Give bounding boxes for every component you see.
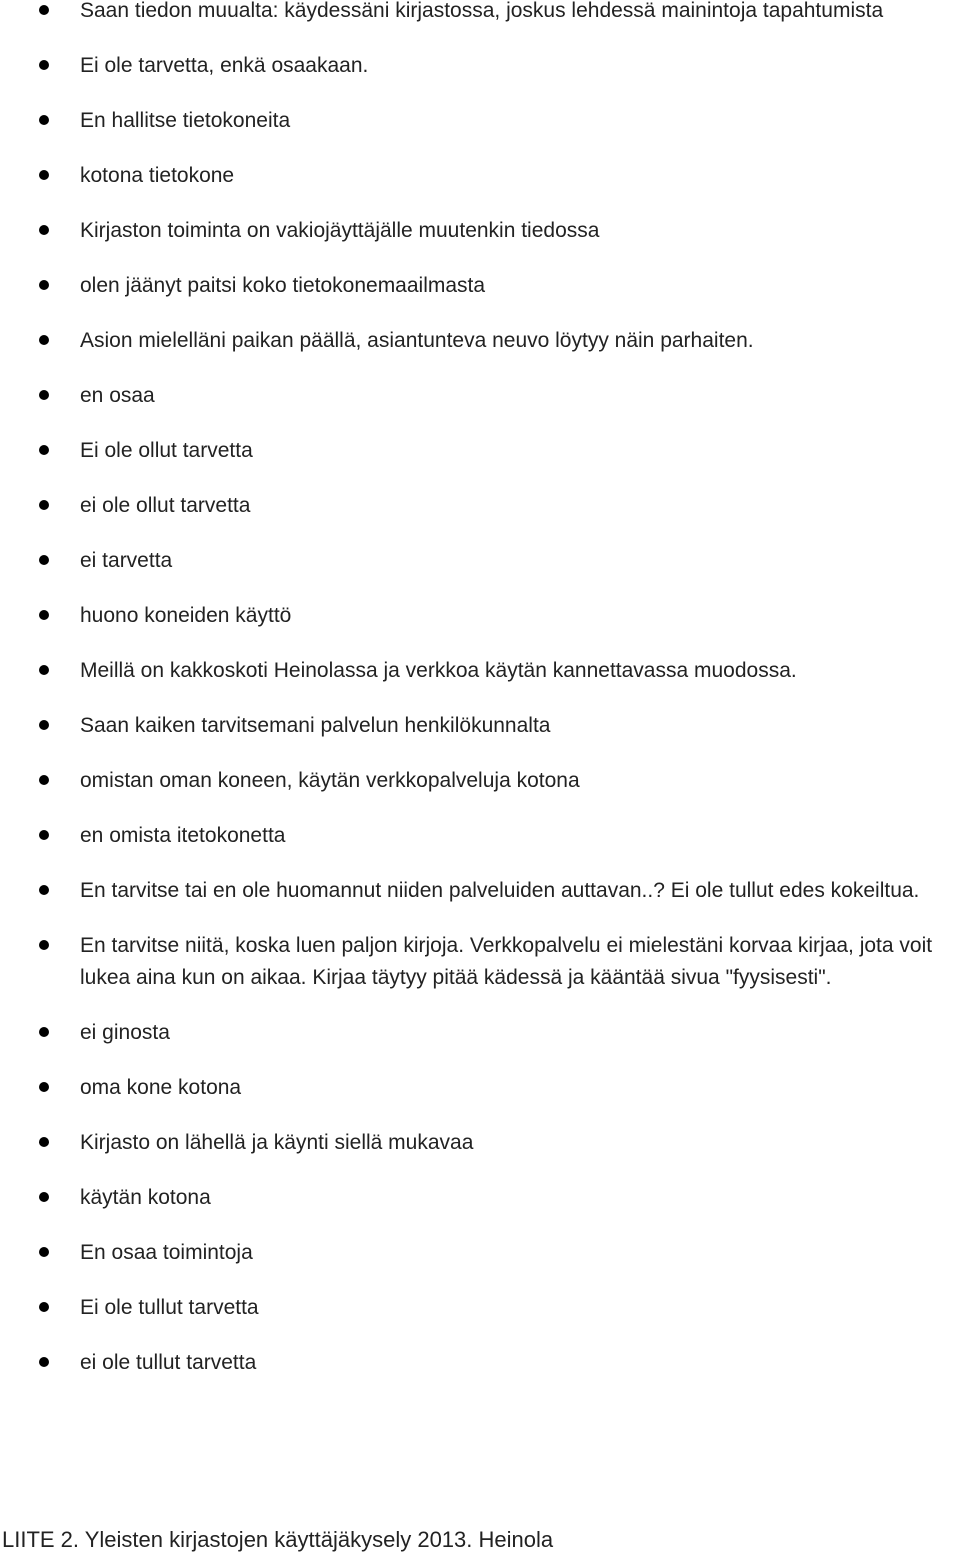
bullet-icon bbox=[39, 115, 49, 125]
list-item-text: käytän kotona bbox=[80, 1185, 211, 1209]
bullet-icon bbox=[39, 5, 49, 15]
list-item-text: Ei ole tarvetta, enkä osaakaan. bbox=[80, 54, 369, 77]
list-item-text: Saan tiedon muualta: käydessäni kirjastossa, joskus lehdessä mainintoja tapahtumista bbox=[80, 0, 884, 22]
list-item-text: En osaa toimintoja bbox=[80, 1240, 253, 1264]
list-item-text: ei ole ollut tarvetta bbox=[80, 494, 251, 517]
bullet-icon bbox=[39, 280, 49, 290]
list-item bbox=[0, 1127, 960, 1159]
list-item bbox=[0, 1292, 960, 1324]
list-item bbox=[0, 1347, 960, 1379]
bullet-icon bbox=[39, 885, 49, 895]
list-item bbox=[0, 1182, 960, 1214]
list-item-text: Saan kaiken tarvitsemani palvelun henkilökunnalta bbox=[80, 714, 551, 737]
list-item bbox=[0, 0, 960, 27]
bullet-icon bbox=[39, 940, 49, 950]
list-item-text: oma kone kotona bbox=[80, 1075, 242, 1099]
list-item bbox=[0, 160, 960, 192]
bullet-icon bbox=[39, 830, 49, 840]
bullet-icon bbox=[39, 500, 49, 510]
list-item bbox=[0, 435, 960, 467]
list-item bbox=[0, 655, 960, 687]
list-item bbox=[0, 325, 960, 357]
bullet-icon bbox=[39, 335, 49, 345]
list-item bbox=[0, 600, 960, 632]
bullet-icon bbox=[39, 1137, 49, 1147]
bullet-icon bbox=[39, 1192, 49, 1202]
list-item bbox=[0, 270, 960, 302]
list-item-text: huono koneiden käyttö bbox=[80, 604, 292, 627]
bullet-icon bbox=[39, 1082, 49, 1092]
bullet-icon bbox=[39, 1247, 49, 1257]
list-item-text: en omista itetokonetta bbox=[80, 824, 286, 847]
bullet-icon bbox=[39, 665, 49, 675]
bullet-icon bbox=[39, 390, 49, 400]
bullet-icon bbox=[39, 1302, 49, 1312]
list-item-text: En hallitse tietokoneita bbox=[80, 109, 291, 132]
list-item-text: ei ole tullut tarvetta bbox=[80, 1350, 257, 1374]
list-item bbox=[0, 545, 960, 577]
list-item bbox=[0, 490, 960, 522]
bullet-icon bbox=[39, 610, 49, 620]
list-item-text: olen jäänyt paitsi koko tietokonemaailmasta bbox=[80, 274, 486, 297]
list-item bbox=[0, 930, 960, 993]
list-item bbox=[0, 765, 960, 797]
bullet-icon bbox=[39, 60, 49, 70]
list-item bbox=[0, 1017, 960, 1049]
list-item-text: Asion mielelläni paikan päällä, asiantunteva neuvo löytyy näin parhaiten. bbox=[80, 329, 754, 352]
list-item-text: ei tarvetta bbox=[80, 549, 173, 572]
bullet-icon bbox=[39, 170, 49, 180]
list-item bbox=[0, 710, 960, 742]
list-item-text: Meillä on kakkoskoti Heinolassa ja verkkoa käytän kannettavassa muodossa. bbox=[80, 659, 797, 682]
list-item-text: Kirjasto on lähellä ja käynti siellä mukavaa bbox=[80, 1130, 474, 1154]
list-item-text: en osaa bbox=[80, 384, 155, 407]
list-item-text: En tarvitse tai en ole huomannut niiden palveluiden auttavan..? Ei ole tullut edes kokeiltua. bbox=[80, 879, 920, 902]
list-item bbox=[0, 1072, 960, 1104]
list-item-text: omistan oman koneen, käytän verkkopalveluja kotona bbox=[80, 769, 580, 792]
list-item bbox=[0, 820, 960, 852]
bullet-icon bbox=[39, 225, 49, 235]
list-item bbox=[0, 215, 960, 247]
bullet-icon bbox=[39, 775, 49, 785]
list-item-text: kotona tietokone bbox=[80, 164, 235, 187]
bullet-icon bbox=[39, 445, 49, 455]
list-item bbox=[0, 380, 960, 412]
list-item-text: En tarvitse niitä, koska luen paljon kirjoja. Verkkopalvelu ei mielestäni korvaa kirjaa, jota voit lukea aina kun on aikaa. Kirjaa täytyy pitää kädessä ja kääntää sivua "fyysisesti". bbox=[80, 934, 933, 989]
bullet-icon bbox=[39, 555, 49, 565]
page-footer: LIITE 2. Yleisten kirjastojen käyttäjäkysely 2013. Heinola bbox=[2, 1527, 554, 1552]
list-item bbox=[0, 105, 960, 137]
list-item-text: ei ginosta bbox=[80, 1020, 170, 1044]
list-item-text: Kirjaston toiminta on vakiojäyttäjälle muutenkin tiedossa bbox=[80, 219, 600, 242]
bullet-icon bbox=[39, 1027, 49, 1037]
list-item-text: Ei ole tullut tarvetta bbox=[80, 1295, 259, 1319]
bullet-icon bbox=[39, 1357, 49, 1367]
list-item-text: Ei ole ollut tarvetta bbox=[80, 439, 253, 462]
bullet-icon bbox=[39, 720, 49, 730]
list-item bbox=[0, 1237, 960, 1269]
list-item bbox=[0, 875, 960, 907]
list-item bbox=[0, 50, 960, 82]
